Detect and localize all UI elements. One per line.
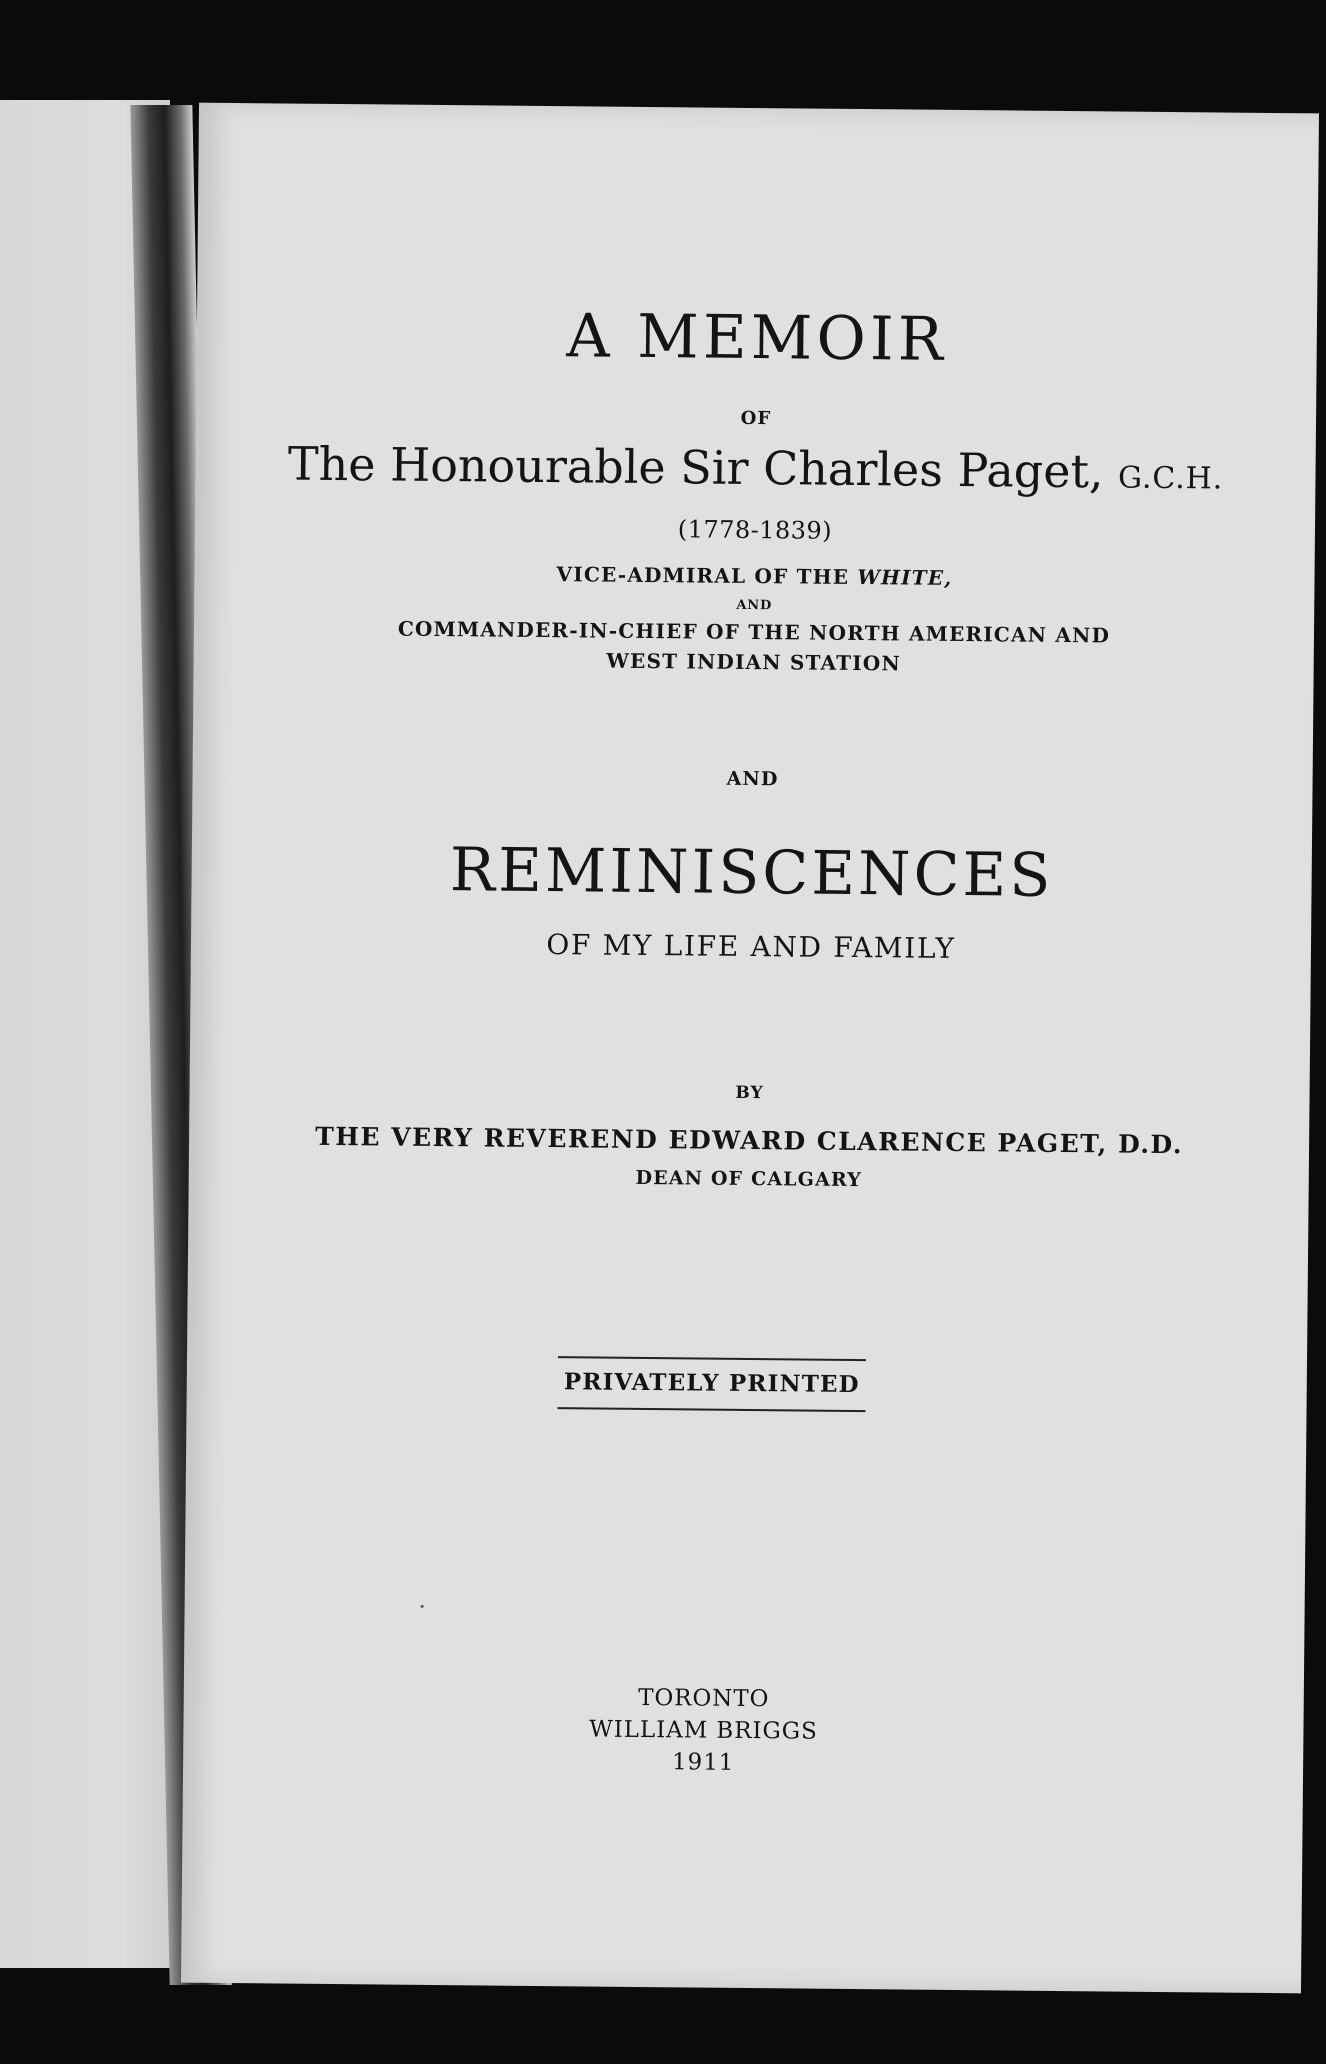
author-title: DEAN OF CALGARY [635,1166,863,1192]
connector-and-small: AND [736,597,773,614]
book-title: A MEMOIR [566,301,948,375]
connector-and: AND [726,767,779,791]
second-title: REMINISCENCES [449,835,1054,911]
imprint-year: 1911 [671,1749,735,1776]
paper-speck [421,1605,424,1608]
author-name: THE VERY REVEREND EDWARD CLARENCE PAGET, D.D. [315,1121,1184,1160]
subject-line [195,436,1315,501]
privately-printed-rule-block [187,1353,1307,1417]
rank-prefix: VICE-ADMIRAL OF THE [556,562,850,589]
rank-line [194,559,1314,594]
imprint-city: TORONTO [638,1684,770,1713]
subject-honours: G.C.H. [1117,460,1224,497]
subject-dates: (1778-1839) [677,515,833,545]
privately-printed-label: PRIVATELY PRINTED [558,1356,866,1412]
subject-name: The Honourable Sir Charles Paget, [287,436,1104,499]
title-page [181,103,1319,1994]
station-line: WEST INDIAN STATION [606,648,902,676]
imprint [143,1677,1264,1784]
connector-of: OF [740,407,772,430]
command-line: COMMANDER-IN-CHIEF OF THE NORTH AMERICAN AND [397,616,1111,648]
imprint-publisher: WILLIAM BRIGGS [589,1716,818,1745]
connector-by: BY [735,1082,764,1104]
rank-italic: WHITE, [857,565,953,590]
second-subtitle: OF MY LIFE AND FAMILY [546,928,956,965]
